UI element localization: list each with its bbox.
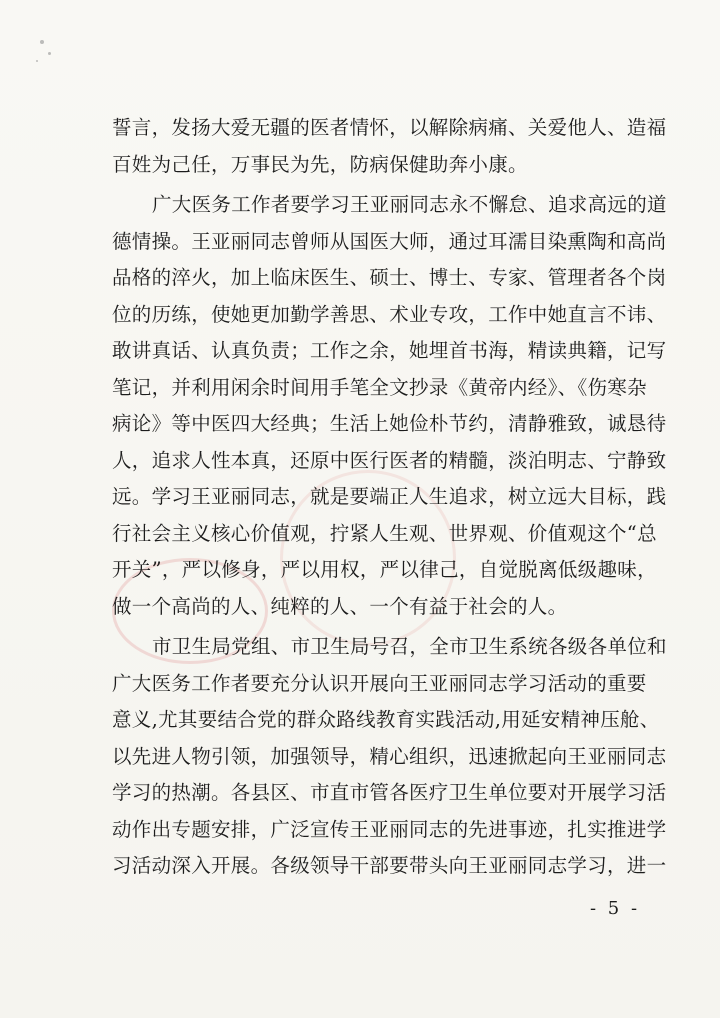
- text-line: 学习的热潮。各县区、市直市管各医疗卫生单位要对开展学习活: [112, 781, 667, 804]
- text-line: 誓言，发扬大爱无疆的医者情怀，以解除病痛、关爱他人、造福: [112, 116, 667, 139]
- text-line: 品格的淬火，加上临床医生、硕士、博士、专家、管理者各个岗: [112, 266, 667, 289]
- text-line: 百姓为己任，万事民为先，防病保健助奔小康。: [112, 152, 528, 176]
- paragraph: [112, 187, 667, 625]
- paragraph: [112, 629, 667, 885]
- text-line: 病论》等中医四大经典；生活上她俭朴节约，清静雅致，诚恳待: [112, 412, 667, 435]
- text-line: 广大医务工作者要充分认识开展向王亚丽同志学习活动的重要: [112, 671, 647, 695]
- text-line: 笔记，并利用闲余时间用手笔全文抄录《黄帝内经》、《伤寒杂: [112, 375, 647, 399]
- text-line: 以先进人物引领，加强领导，精心组织，迅速掀起向王亚丽同志: [112, 744, 667, 768]
- scan-speck: [48, 52, 51, 55]
- paragraph: [112, 110, 667, 183]
- document-body: [112, 110, 667, 885]
- text-line: 敢讲真话、认真负责；工作之余，她埋首书海，精读典籍，记写: [112, 339, 667, 362]
- text-line: 行社会主义核心价值观，拧紧人生观、世界观、价值观这个“总: [112, 521, 657, 545]
- scan-speck: [36, 60, 38, 62]
- text-line: 位的历练，使她更加勤学善思、术业专攻，工作中她直言不讳、: [112, 302, 667, 326]
- text-line: 做一个高尚的人、纯粹的人、一个有益于社会的人。: [112, 594, 568, 618]
- text-line: 广大医务工作者要学习王亚丽同志永不懈怠、追求高远的道: [152, 193, 667, 216]
- text-line: 人，追求人性本真，还原中医行医者的精髓，淡泊明志、宁静致: [112, 448, 667, 472]
- page-number: - 5 -: [590, 898, 641, 919]
- text-line: 开关”，严以修身，严以用权，严以律己，自觉脱离低级趣味，: [112, 558, 657, 581]
- text-line: 远。学习王亚丽同志，就是要端正人生追求，树立远大目标，践: [112, 485, 667, 508]
- scan-speck: [40, 40, 44, 44]
- text-line: 习活动深入开展。各级领导干部要带头向王亚丽同志学习，进一: [112, 854, 667, 877]
- text-line: 动作出专题安排，广泛宣传王亚丽同志的先进事迹，扎实推进学: [112, 817, 667, 841]
- text-line: 意义,尤其要结合党的群众路线教育实践活动,用延安精神压舱、: [112, 708, 660, 731]
- text-line: 市卫生局党组、市卫生局号召，全市卫生系统各级各单位和: [152, 635, 667, 658]
- text-line: 德情操。王亚丽同志曾师从国医大师，通过耳濡目染熏陶和高尚: [112, 229, 667, 253]
